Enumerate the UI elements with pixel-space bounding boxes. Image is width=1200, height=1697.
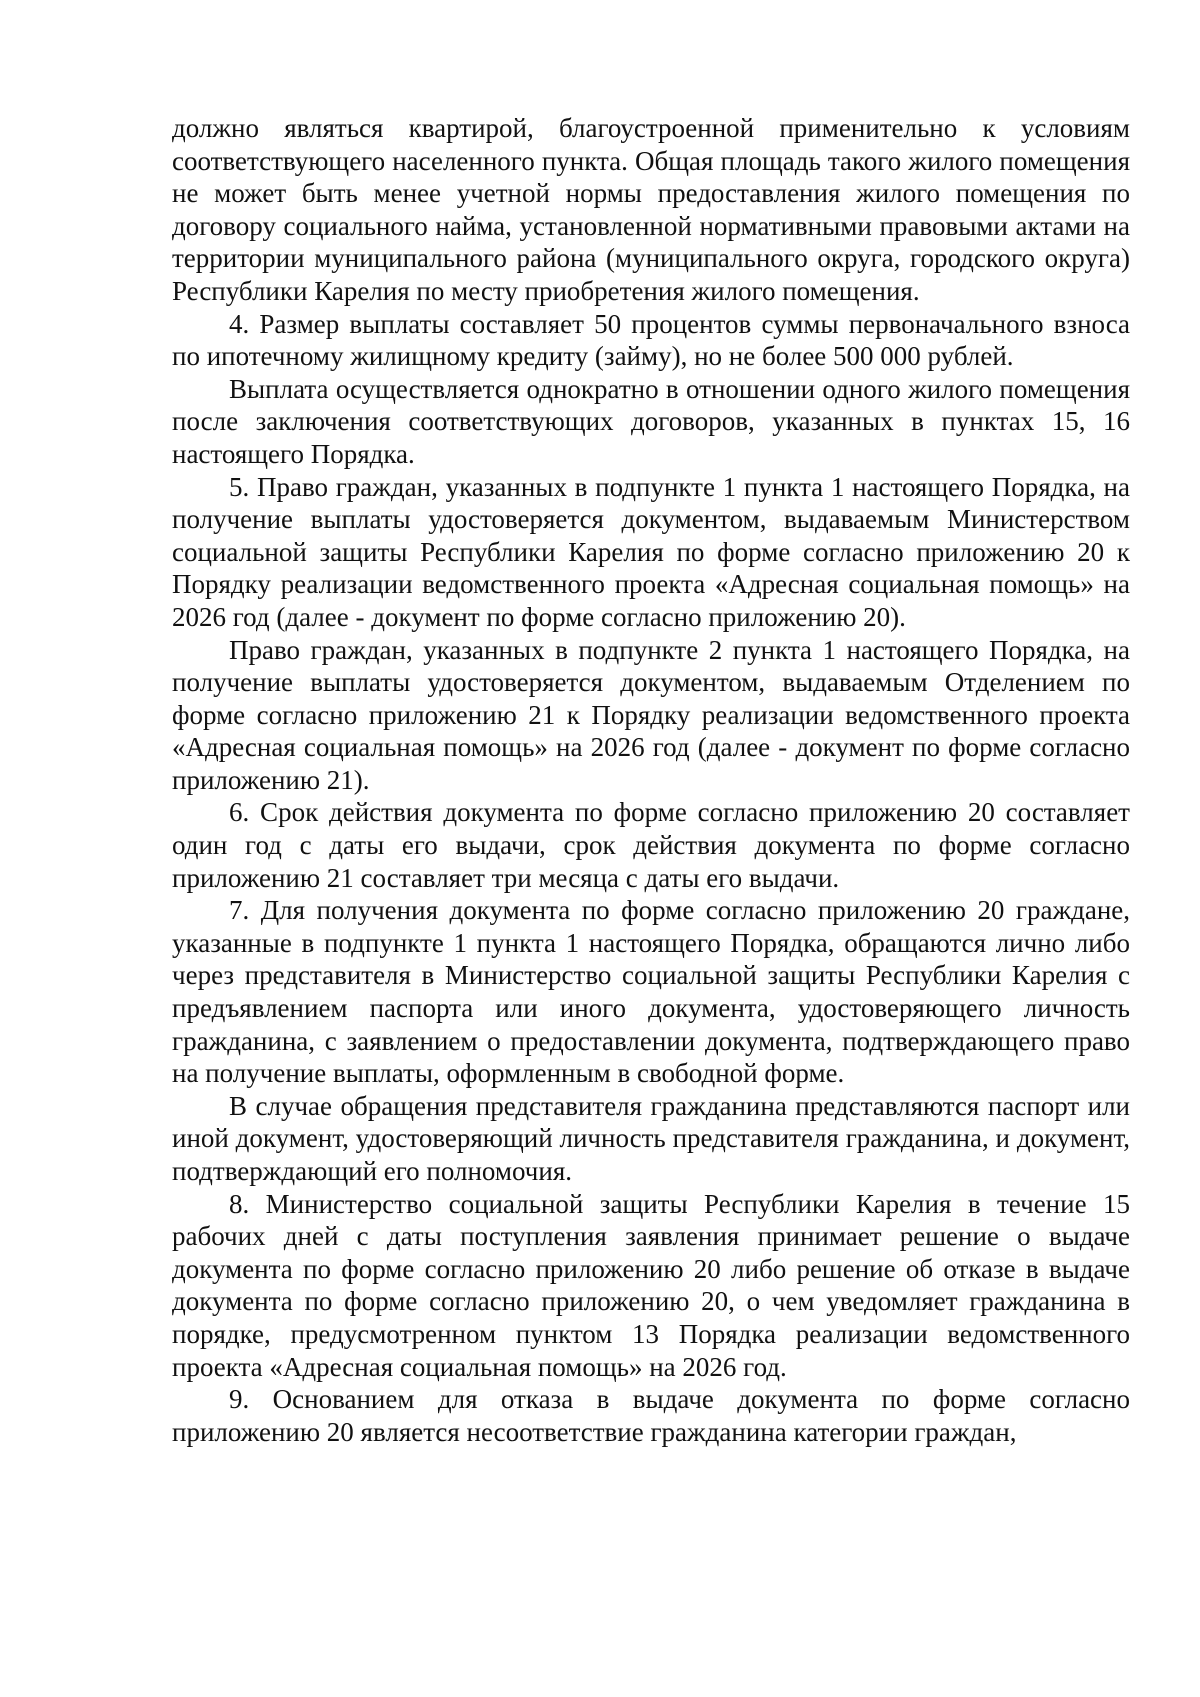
paragraph-item-4-payment: Выплата осуществляется однократно в отношении одного жилого помещения после заключения соответствующих договоров, указанных в пунктах 15, 16 настоящего Порядка.	[172, 373, 1130, 469]
paragraph-item-8: 8. Министерство социальной защиты Республики Карелия в течение 15 рабочих дней с даты поступления заявления принимает решение о выдаче документа по форме согласно приложению 20 либо решение об отказе в выдаче документа по форме согласно приложению 20, о чем уведомляет гражданина в порядке, предусмотренном пунктом 13 Порядка реализации ведомственного проекта «Адресная социальная помощь» на 2026 год.	[172, 1188, 1130, 1382]
paragraph-item-9: 9. Основанием для отказа в выдаче документа по форме согласно приложению 20 является несоответствие гражданина категории граждан,	[172, 1384, 1130, 1447]
document-page	[172, 112, 1130, 1448]
paragraph-item-7-representative: В случае обращения представителя гражданина представляются паспорт или иной документ, удостоверяющий личность представителя гражданина, и документ, подтверждающий его полномочия.	[172, 1090, 1130, 1186]
paragraph-item-7: 7. Для получения документа по форме согласно приложению 20 граждане, указанные в подпункте 1 пункта 1 настоящего Порядка, обращаются лично либо через представителя в Министерство социальной защиты Республики Карелия с предъявлением паспорта или иного документа, удостоверяющего личность гражданина, с заявлением о предоставлении документа, подтверждающего право на получение выплаты, оформленным в свободной форме.	[172, 895, 1130, 1089]
paragraph-item-5-right: Право граждан, указанных в подпункте 2 пункта 1 настоящего Порядка, на получение выплаты удостоверяется документом, выдаваемым Отделением по форме согласно приложению 21 к Порядку реализации ведомственного проекта «Адресная социальная помощь» на 2026 год (далее - документ по форме согласно приложению 21).	[172, 634, 1130, 795]
paragraph-continuation: должно являться квартирой, благоустроенной применительно к условиям соответствующего населенного пункта. Общая площадь такого жилого помещения не может быть менее учетной нормы предоставления жилого помещения по договору социального найма, установленной нормативными правовыми актами на территории муниципального района (муниципального округа, городского округа) Республики Карелия по месту приобретения жилого помещения.	[172, 113, 1130, 306]
paragraph-item-5: 5. Право граждан, указанных в подпункте 1 пункта 1 настоящего Порядка, на получение выплаты удостоверяется документом, выдаваемым Министерством социальной защиты Республики Карелия по форме согласно приложению 20 к Порядку реализации ведомственного проекта «Адресная социальная помощь» на 2026 год (далее - документ по форме согласно приложению 20).	[172, 471, 1130, 632]
paragraph-item-4: 4. Размер выплаты составляет 50 процентов суммы первоначального взноса по ипотечному жилищному кредиту (займу), но не более 500 000 рублей.	[172, 308, 1130, 372]
paragraph-item-6: 6. Срок действия документа по форме согласно приложению 20 составляет один год с даты его выдачи, срок действия документа по форме согласно приложению 21 составляет три месяца с даты его выдачи.	[172, 797, 1130, 893]
